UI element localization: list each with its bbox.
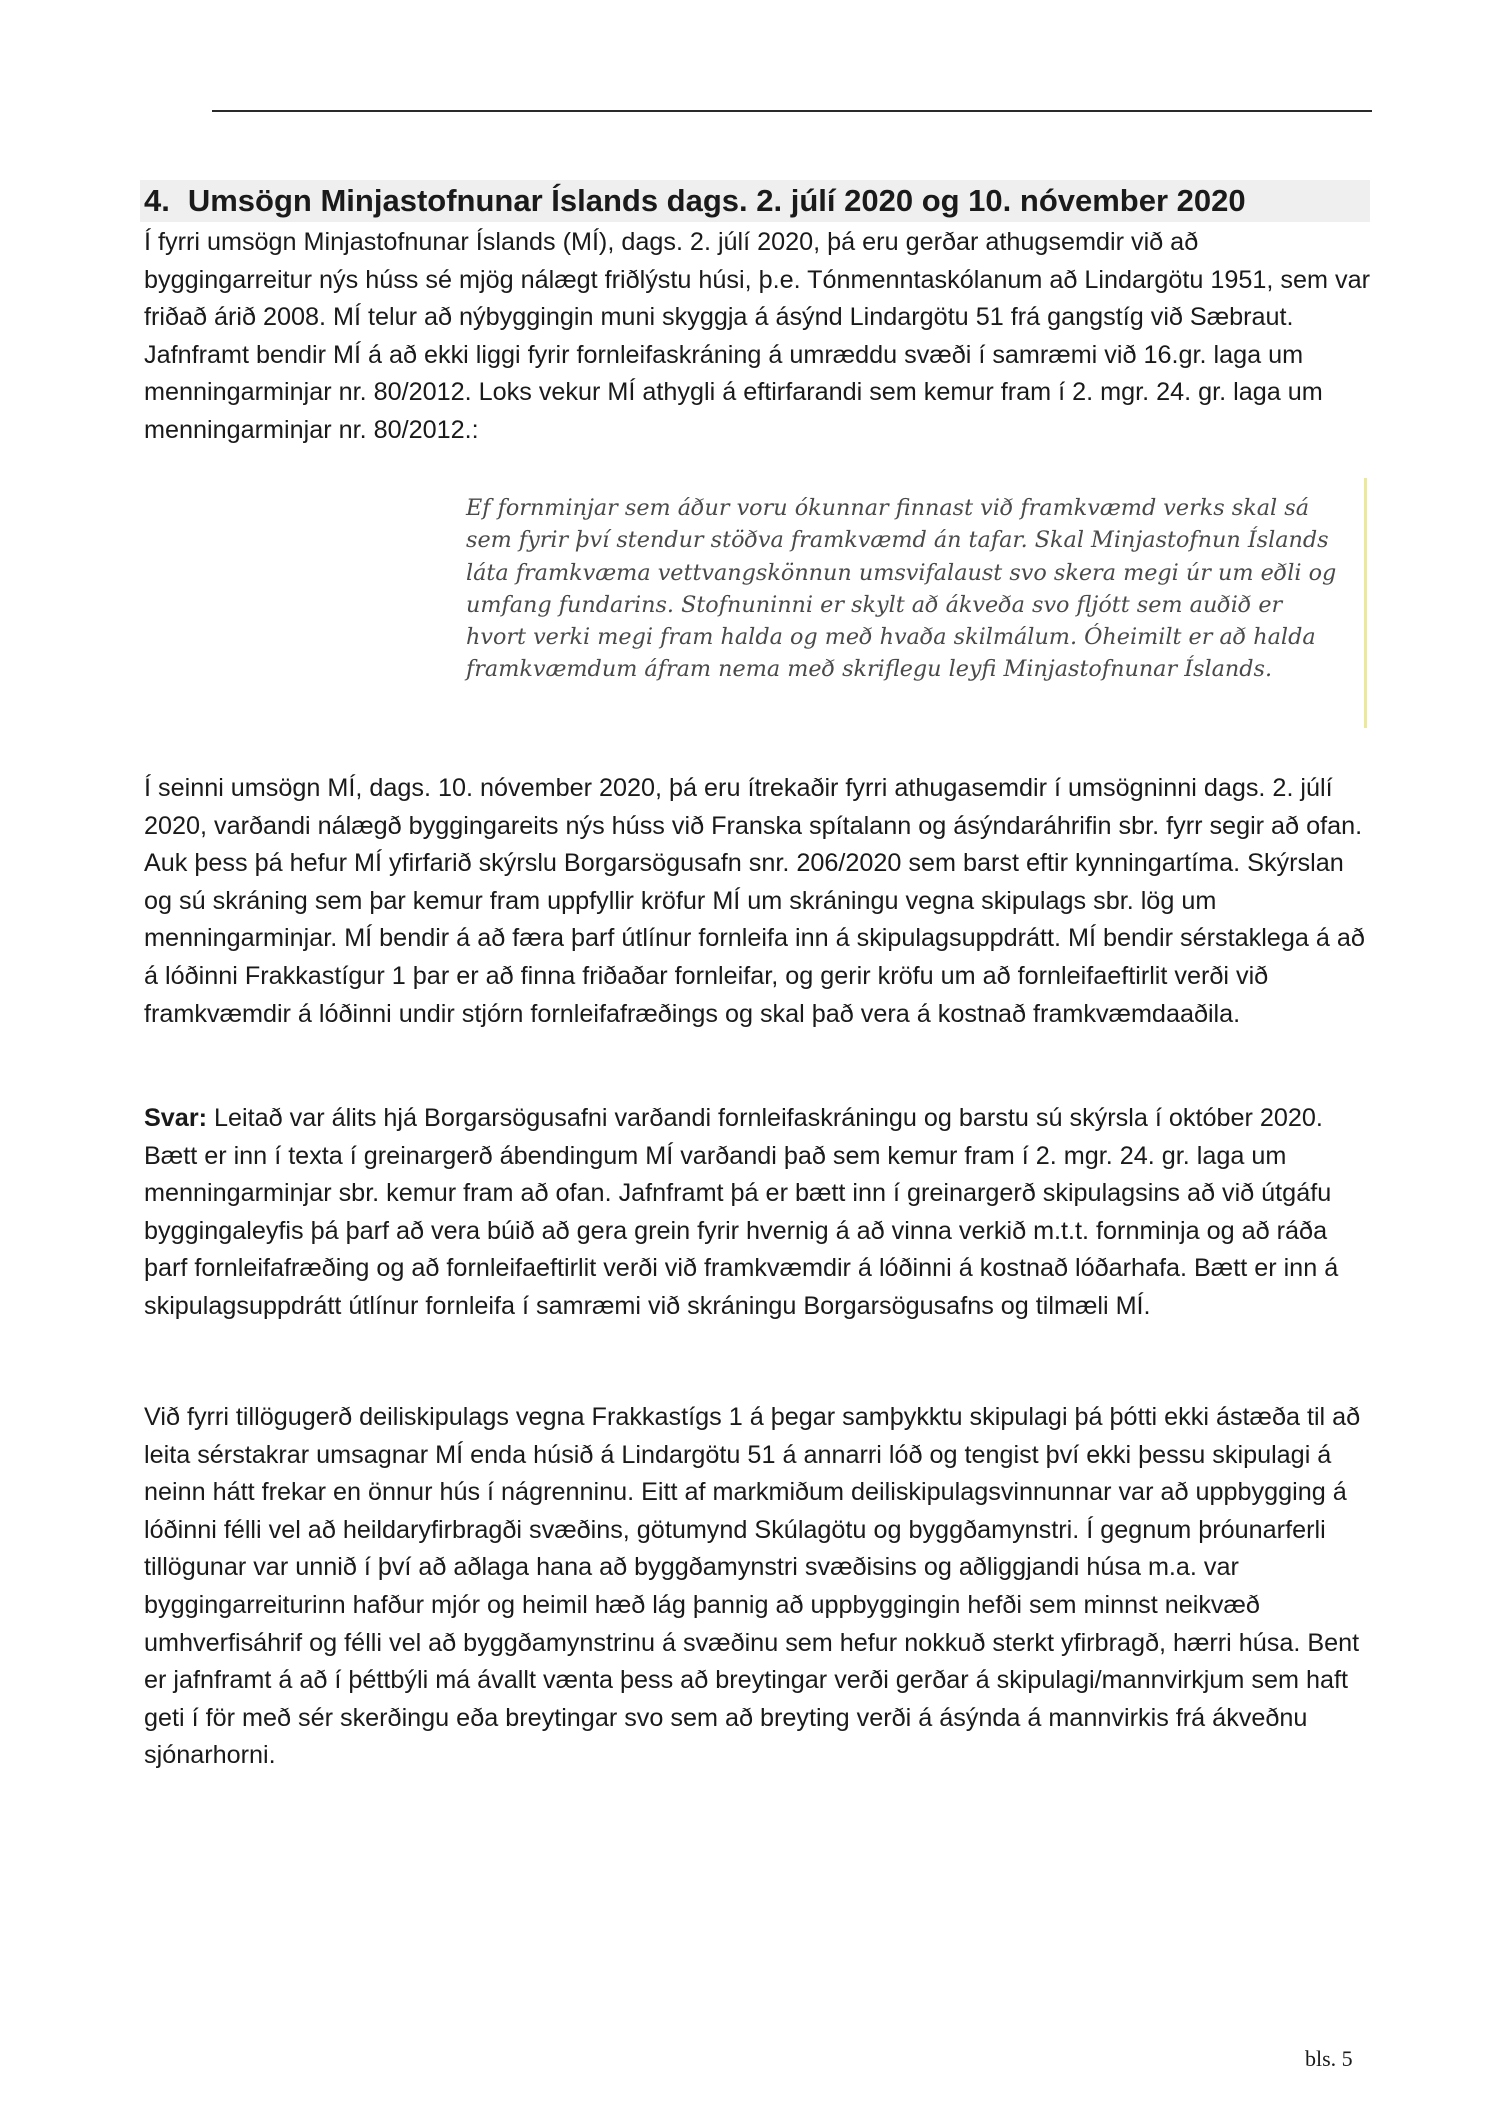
law-quote-text: Ef fornminjar sem áður voru ókunnar finnast við framkvæmd verks skal sá sem fyrir því stendur stöðva framkvæmd án tafar. Skal Minjastofnun Íslands láta framkvæma vettvangskönnun umsvifalaust svo skera megi úr um eðli og umfang fundarins. Stofnuninni er skylt að ákveða svo fljótt sem auðið er hvort verki megi fram halda og með hvaða skilmálum. Óheimilt er að halda framkvæmdum áfram nema með skriflegu leyfi Minjastofnunar Íslands. [466,495,1337,683]
page-number: bls. 5 [1305,2046,1353,2071]
answer-label: Svar: [144,1104,208,1132]
intro-paragraph: Í fyrri umsögn Minjastofnunar Íslands (MÍ), dags. 2. júlí 2020, þá eru gerðar athugsemdir við að byggingarreitur nýs húss sé mjög nálægt friðlýstu húsi, þ.e. Tónmenntaskólanum að Lindargötu 1951, sem var friðað árið 2008. MÍ telur að nýbyggingin muni skyggja á ásýnd Lindargötu 51 frá gangstíg við Sæbraut. Jafnframt bendir MÍ á að ekki liggi fyrir fornleifaskráning á umræddu svæði í samræmi við 16.gr. laga um menningarminjar nr. 80/2012. Loks vekur MÍ athygli á eftirfarandi sem kemur fram í 2. mgr. 24. gr. laga um menningarminjar nr. 80/2012.: [144,228,1370,444]
answer-text: Leitað var álits hjá Borgarsögusafni varðandi fornleifaskráningu og barstu sú skýrsla í október 2020. Bætt er inn í texta í greinargerð ábendingum MÍ varðandi það sem kemur fram í 2. mgr. 24. gr. laga um menningarminjar sbr. kemur fram að ofan. Jafnframt þá er bætt inn í greinargerð skipulagsins að við útgáfu byggingaleyfis þá þarf að vera búið að gera grein fyrir hvernig á að vinna verkið m.t.t. fornminja og að ráða þarf fornleifafræðing og að fornleifaeftirlit verði við framkvæmdir á lóðinni á kostnað lóðarhafa. Bætt er inn á skipulagsuppdrátt útlínur fornleifa í samræmi við skráningu Borgarsögusafns og tilmæli MÍ. [144,1104,1339,1320]
section-heading [140,180,1370,222]
section-title: Umsögn Minjastofnunar Íslands dags. 2. júlí 2020 og 10. nóvember 2020 [187,183,1246,218]
law-quote-box [450,478,1367,728]
closing-paragraph: Við fyrri tillögugerð deiliskipulags vegna Frakkastígs 1 á þegar samþykktu skipulagi þá þótti ekki ástæða til að leita sérstakrar umsagnar MÍ enda húsið á Lindargötu 51 á annarri lóð og tengist því ekki þessu skipulagi á neinn hátt frekar en önnur hús í nágrenninu. Eitt af markmiðum deiliskipulagsvinnunnar var að uppbygging á lóðinni félli vel að heildaryfirbragði svæðins, götumynd Skúlagötu og byggðamynstri. Í gegnum þróunarferli tillögunar var unnið í því að aðlaga hana að byggðamynstri svæðisins og aðliggjandi húsa m.a. var byggingarreiturinn hafður mjór og heimil hæð lág þannig að uppbyggingin hefði sem minnst neikvæð umhverfisáhrif og félli vel að byggðamynstrinu á svæðinu sem hefur nokkuð sterkt yfirbragð, hærri húsa. Bent er jafnframt á að í þéttbýli má ávallt vænta þess að breytingar verði gerðar á skipulagi/mannvirkjum sem haft geti í för með sér skerðingu eða breytingar svo sem að breyting verði á ásýnda á mannvirkis frá ákveðnu sjónarhorni. [144,1403,1361,1770]
section-number: 4. [144,183,170,218]
second-review-paragraph: Í seinni umsögn MÍ, dags. 10. nóvember 2020, þá eru ítrekaðir fyrri athugasemdir í umsögninni dags. 2. júlí 2020, varðandi nálægð byggingareits nýs húss við Franska spítalann og ásýndaráhrifin sbr. fyrr segir að ofan. Auk þess þá hefur MÍ yfirfarið skýrslu Borgarsögusafn snr. 206/2020 sem barst eftir kynningartíma. Skýrslan og sú skráning sem þar kemur fram uppfyllir kröfur MÍ um skráningu vegna skipulags sbr. lög um menningarminjar. MÍ bendir á að færa þarf útlínur fornleifa inn á skipulagsuppdrátt. MÍ bendir sérstaklega á að á lóðinni Frakkastígur 1 þar er að finna friðaðar fornleifar, og gerir kröfu um að fornleifaeftirlit verði við framkvæmdir á lóðinni undir stjórn fornleifafræðings og skal það vera á kostnað framkvæmdaaðila. [144,774,1365,1028]
answer-paragraph [144,1100,1370,1326]
header-rule [212,110,1372,112]
